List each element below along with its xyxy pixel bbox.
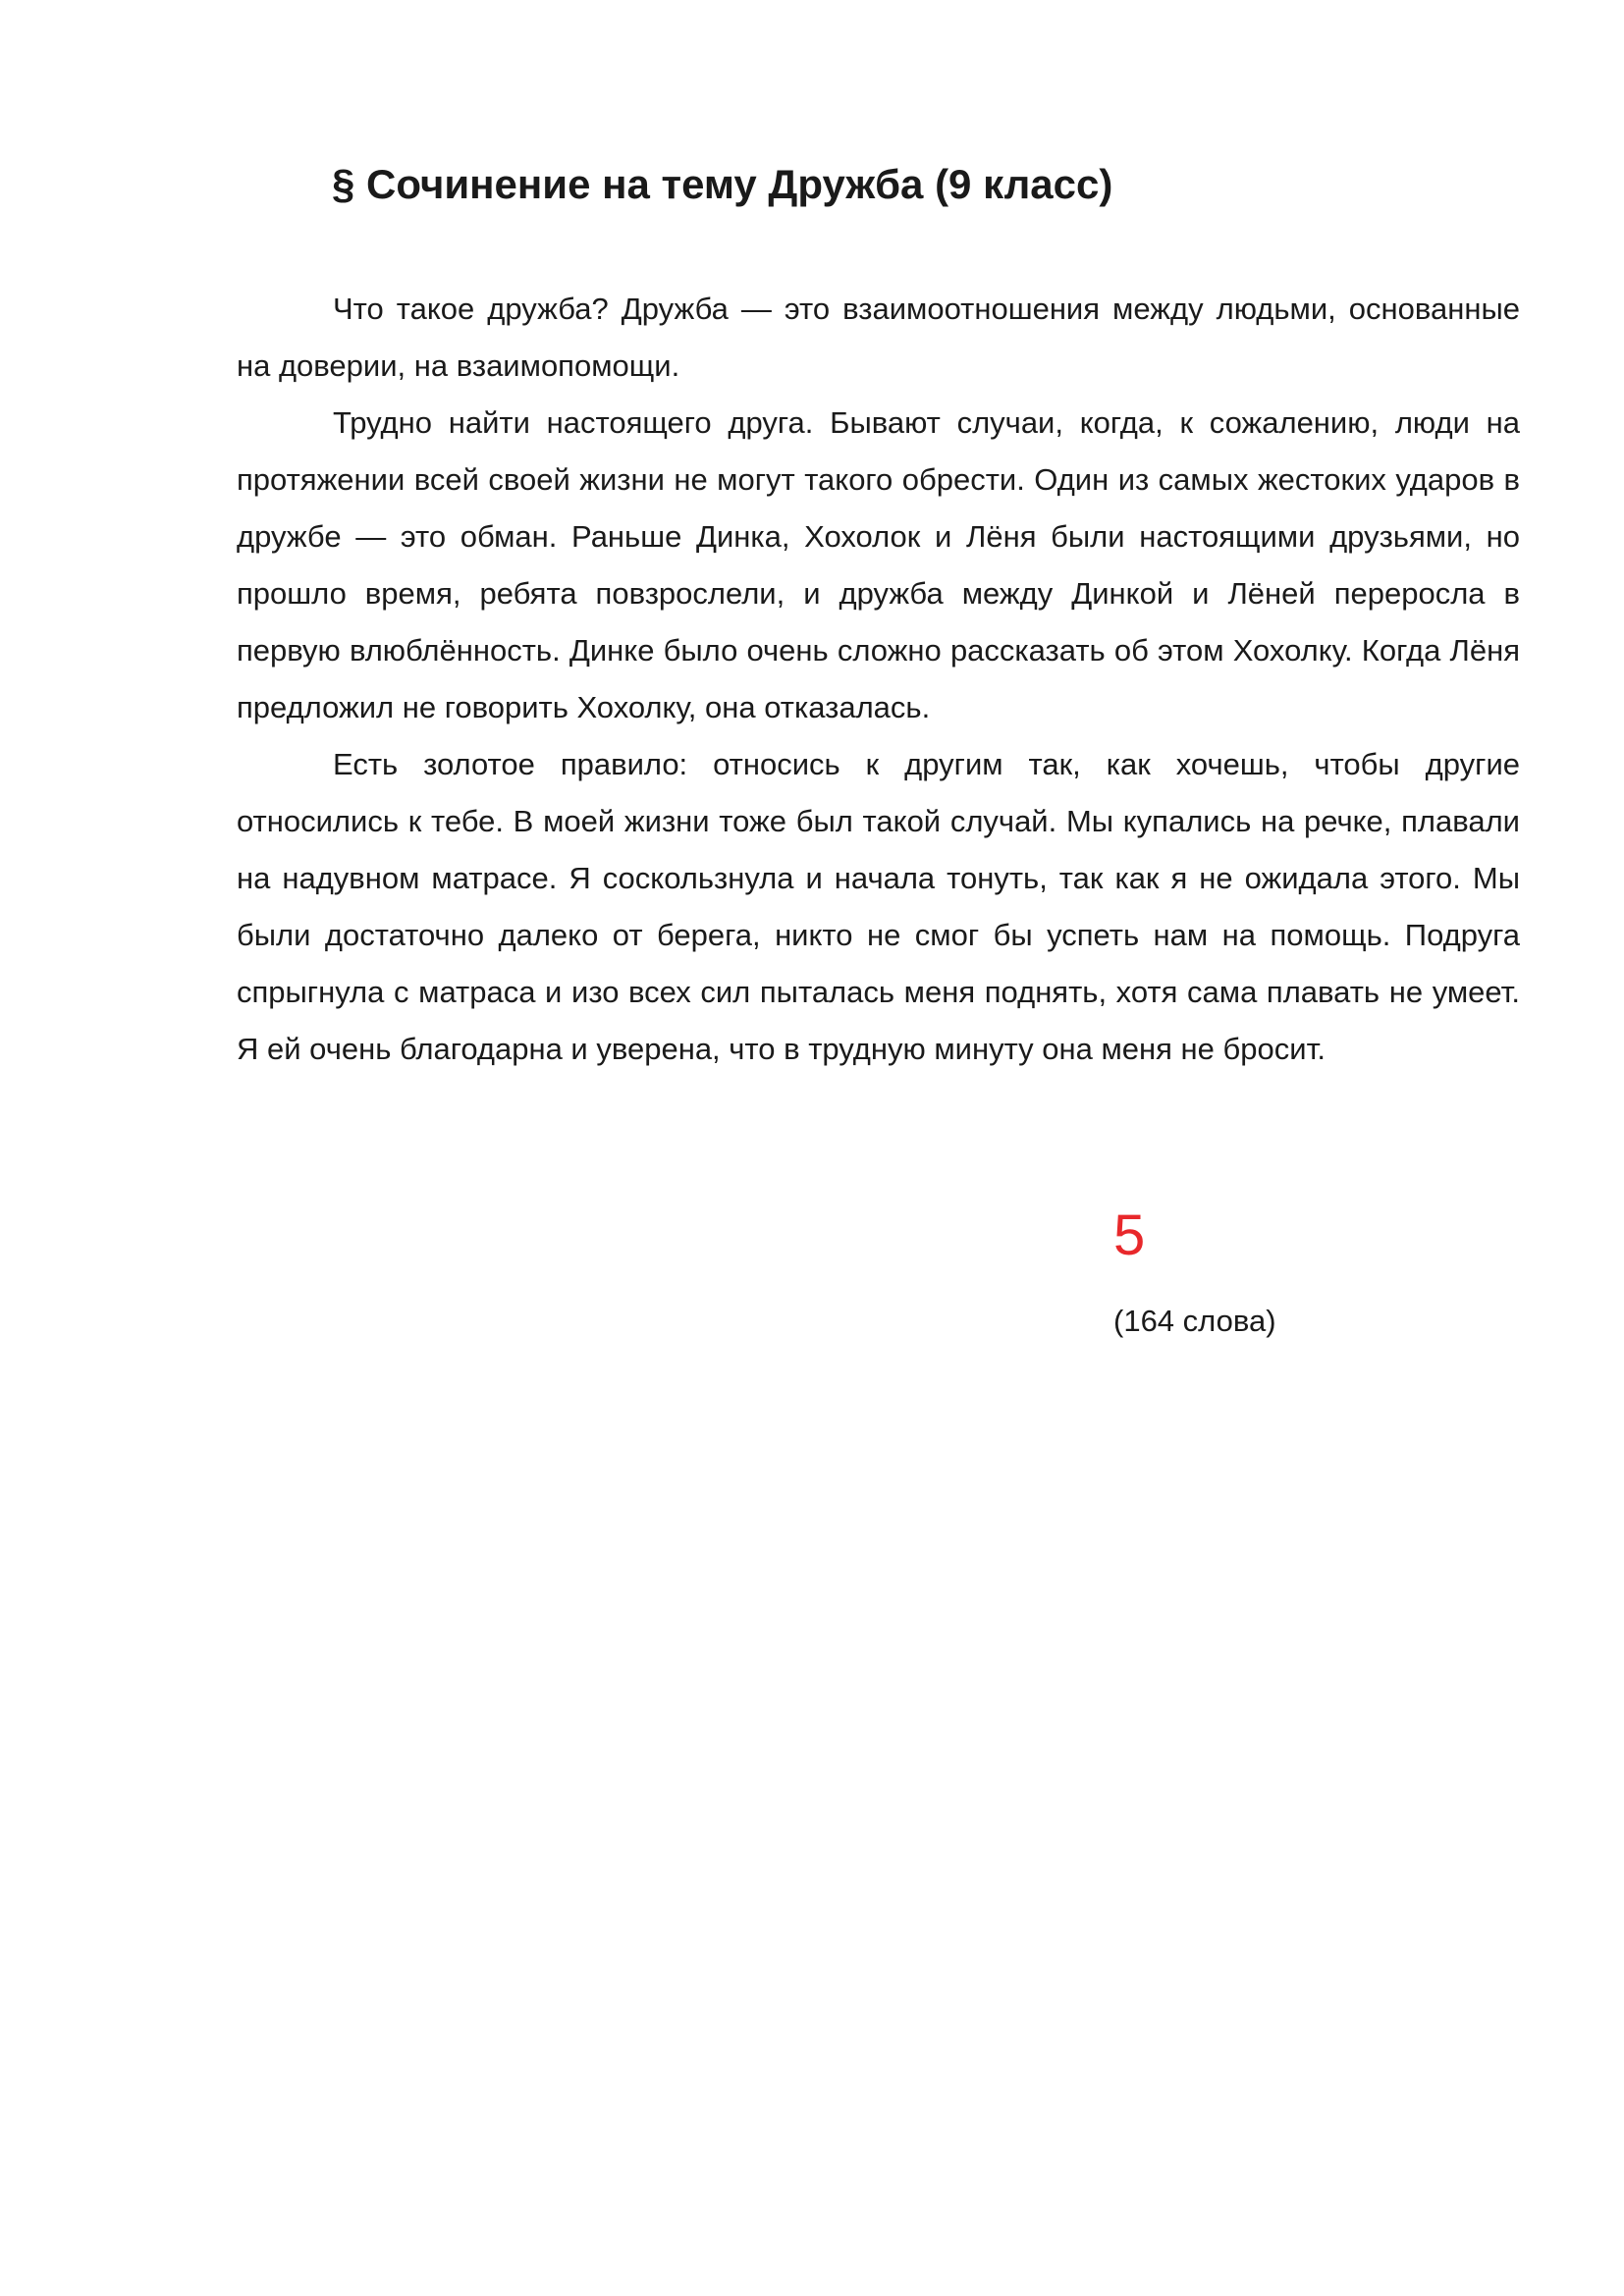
essay-paragraph-1: Что такое дружба? Дружба — это взаимоотношения между людьми, основанные на доверии, на взаимопомощи. [237, 292, 1520, 383]
word-count: (164 слова) [1113, 1304, 1276, 1338]
grade-mark: 5 [1113, 1203, 1146, 1267]
essay-body [237, 281, 1520, 1078]
essay-paragraph-3: Есть золотое правило: относись к другим так, как хочешь, чтобы другие относились к тебе. В моей жизни тоже был такой случай. Мы купались на речке, плавали на надувном матрасе. Я соскользнула и начала тонуть, так как я не ожидала этого. Мы были достаточно далеко от берега, никто не смог бы успеть нам на помощь. Подруга спрыгнула с матраса и изо всех сил пыталась меня поднять, хотя сама плавать не умеет. Я ей очень благодарна и уверена, что в трудную минуту она меня не бросит. [237, 747, 1520, 1066]
essay-paragraph-2: Трудно найти настоящего друга. Бывают случаи, когда, к сожалению, люди на протяжении всей своей жизни не могут такого обрести. Один из самых жестоких ударов в дружбе — это обман. Раньше Динка, Хохолок и Лёня были настоящими друзьями, но прошло время, ребята повзрослели, и дружба между Динкой и Лёней переросла в первую влюблённость. Динке было очень сложно рассказать об этом Хохолку. Когда Лёня предложил не говорить Хохолку, она отказалась. [237, 405, 1520, 724]
page-title: § Сочинение на тему Дружба (9 класс) [332, 161, 1113, 207]
